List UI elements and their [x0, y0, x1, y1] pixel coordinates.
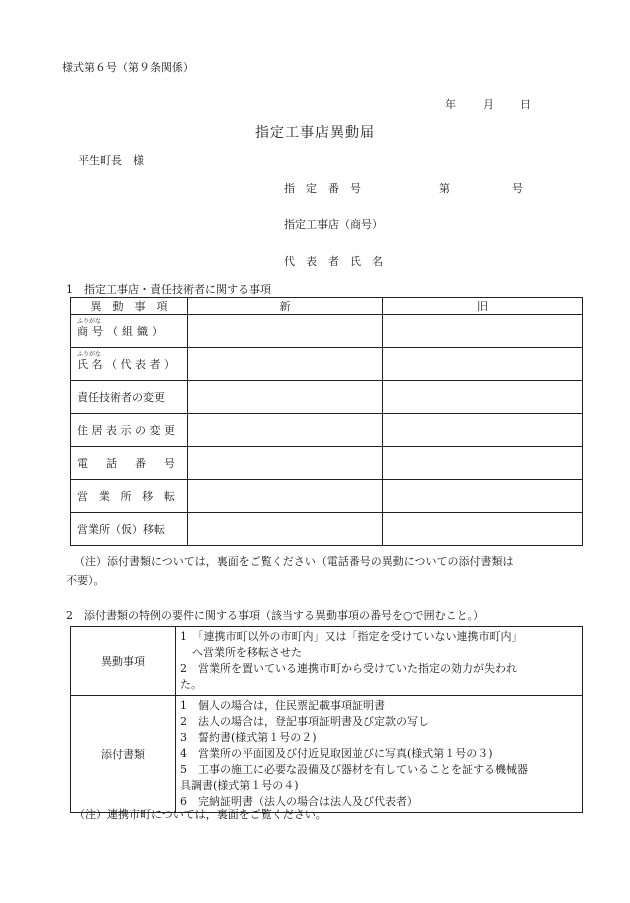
name-new-cell[interactable] — [188, 348, 383, 381]
table-header-row — [71, 298, 583, 315]
designation-number-label: 指 定 番 号 — [284, 182, 361, 195]
document-title: 指定工事店異動届 — [255, 125, 375, 141]
furigana: ふりがな — [77, 318, 102, 325]
engineer-new-cell[interactable] — [188, 381, 383, 414]
engineer-old-cell[interactable] — [383, 381, 583, 414]
trade-name-new-cell[interactable] — [188, 315, 383, 348]
address-old-cell[interactable] — [383, 414, 583, 447]
trade-name-old-cell[interactable] — [383, 315, 583, 348]
table-row — [71, 447, 583, 480]
doc-item: 4 営業所の平面図及び付近見取図並びに写真(様式第１号の３) — [180, 747, 493, 760]
attached-docs-label: 添付書類 — [71, 696, 176, 813]
doc-item: 3 誓約書(様式第１号の２) — [180, 731, 317, 744]
change-items-label: 異動事項 — [71, 627, 176, 696]
row-label-office-move: 営 業 所 移 転 — [71, 480, 188, 513]
header-old: 旧 — [383, 298, 583, 315]
go-label: 号 — [512, 182, 523, 195]
office-move-new-cell[interactable] — [188, 480, 383, 513]
change-item-continued: へ営業所を移転させた — [192, 646, 302, 659]
doc-item: 1 個人の場合は，住民票記載事項証明書 — [180, 699, 385, 712]
addressee: 平生町長 様 — [78, 154, 144, 167]
table-row — [71, 627, 583, 696]
table-row — [71, 414, 583, 447]
name-old-cell[interactable] — [383, 348, 583, 381]
table-row — [71, 513, 583, 546]
doc-item: 2 法人の場合は，登記事項証明書及び定款の写し — [180, 715, 429, 728]
row-label-name: ふりがな 氏 名 （ 代 表 者 ） — [71, 348, 188, 381]
phone-new-cell[interactable] — [188, 447, 383, 480]
dai-label: 第 — [439, 182, 450, 195]
store-name-label: 指定工事店（商号） — [284, 218, 383, 231]
form-number: 様式第６号（第９条関係） — [62, 61, 194, 74]
table-row — [71, 480, 583, 513]
representative-label: 代 表 者 氏 名 — [284, 255, 383, 268]
furigana: ふりがな — [77, 351, 102, 358]
doc-item-continued: 具調書(様式第１号の４) — [180, 779, 299, 792]
change-item[interactable]: 1 「連携市町以外の市町内」又は「指定を受けていない連携市町内」 — [180, 630, 523, 643]
change-item-continued: た。 — [180, 678, 202, 691]
section2-heading: 2 添付書類の特例の要件に関する事項（該当する異動事項の番号を○で囲むこと。） — [66, 609, 485, 622]
header-new: 新 — [188, 298, 383, 315]
date-day-label: 日 — [520, 98, 531, 111]
date-month-label: 月 — [483, 98, 494, 111]
row-label-engineer: 責任技術者の変更 — [71, 381, 188, 414]
change-item[interactable]: 2 営業所を置いている連携市町から受けていた指定の効力が失われ — [180, 662, 517, 675]
doc-item: 6 完納証明書（法人の場合は法人及び代表者） — [180, 795, 418, 808]
special-requirements-table — [70, 626, 583, 813]
header-item: 異 動 事 項 — [71, 298, 188, 315]
row-label-phone: 電 話 番 号 — [71, 447, 188, 480]
row-label-trade-name: ふりがな 商 号 （ 組 織 ） — [71, 315, 188, 348]
phone-old-cell[interactable] — [383, 447, 583, 480]
table-row — [71, 696, 583, 813]
section1-heading: 1 指定工事店・責任技術者に関する事項 — [66, 283, 271, 296]
section1-note-continued: 不要）。 — [66, 574, 105, 587]
row-label-temp-office-move: 営業所（仮）移転 — [71, 513, 188, 546]
doc-item: 5 工事の施工に必要な設備及び器材を有していることを証する機械器 — [180, 763, 528, 776]
attached-docs-cell — [176, 696, 583, 813]
table-row — [71, 381, 583, 414]
section1-note: （注）添付書類については，裏面をご覧ください（電話番号の異動についての添付書類は — [74, 555, 514, 568]
table-row — [71, 348, 583, 381]
row-label-address: 住 居 表 示 の 変 更 — [71, 414, 188, 447]
change-details-table — [70, 297, 583, 546]
temp-office-move-old-cell[interactable] — [383, 513, 583, 546]
address-new-cell[interactable] — [188, 414, 383, 447]
office-move-old-cell[interactable] — [383, 480, 583, 513]
date-year-label: 年 — [445, 98, 456, 111]
temp-office-move-new-cell[interactable] — [188, 513, 383, 546]
section2-note: （注）連携市町については，裏面をご覧ください。 — [74, 808, 327, 821]
table-row — [71, 315, 583, 348]
change-items-cell[interactable] — [176, 627, 583, 696]
